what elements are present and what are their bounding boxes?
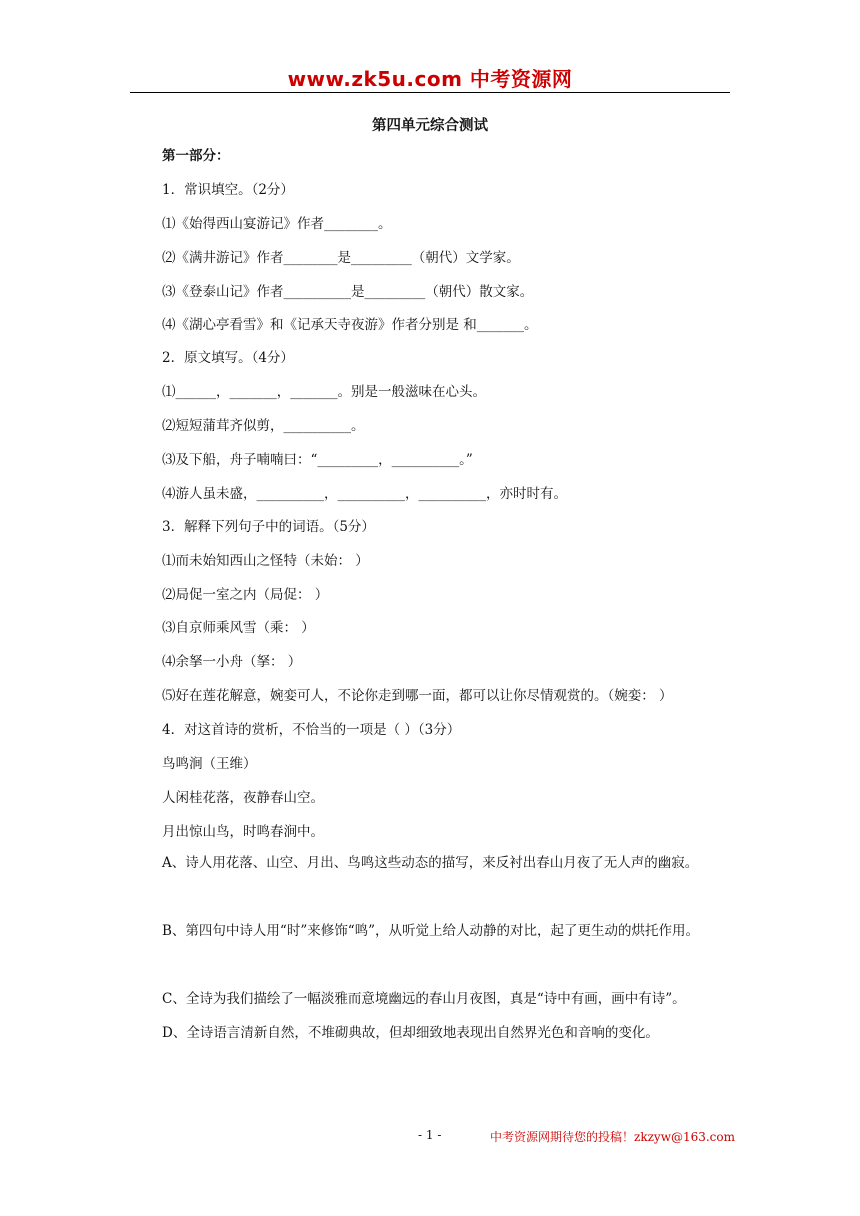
poem-line-1: 人闲桂花落，夜静春山空。 <box>162 790 324 806</box>
question-2-heading: 2．原文填写。（4分） <box>162 350 294 366</box>
header-divider <box>130 92 730 93</box>
option-d: D、全诗语言清新自然，不堆砌典故，但却细致地表现出自然界光色和音响的变化。 <box>162 1025 659 1041</box>
footer-submission-note: 中考资源网期待您的投稿！zkzyw@163.com <box>490 1130 736 1144</box>
header-site-title: www.zk5u.com 中考资源网 <box>287 67 573 91</box>
section-part-label: 第一部分： <box>162 148 230 164</box>
option-a: A、诗人用花落、山空、月出、鸟鸣这些动态的描写，来反衬出春山月夜了无人声的幽寂。 <box>162 855 699 871</box>
question-3-item-5: ⑸好在莲花解意，婉娈可人，不论你走到哪一面，都可以让你尽情观赏的。（婉娈： ） <box>162 688 673 704</box>
document-title: 第四单元综合测试 <box>372 118 488 134</box>
question-1-item-4: ⑷《湖心亭看雪》和《记承天寺夜游》作者分别是 和_______。 <box>162 317 538 333</box>
question-2-item-4: ⑷游人虽未盛，__________，__________，__________，亦时时有。 <box>162 486 567 502</box>
question-3-item-1: ⑴而未始知西山之怪特（未始： ） <box>162 553 369 569</box>
question-4-heading: 4．对这首诗的赏析，不恰当的一项是（ ）（3分） <box>162 722 461 738</box>
question-3-item-3: ⑶自京师乘风雪（乘： ） <box>162 620 315 636</box>
poem-line-2: 月出惊山鸟，时鸣春涧中。 <box>162 824 324 840</box>
option-b: B、第四句中诗人用“时”来修饰“鸣”，从听觉上给人动静的对比，起了更生动的烘托作用。 <box>162 923 700 939</box>
question-2-item-3: ⑶及下船，舟子喃喃曰：“_________，__________。” <box>162 452 473 468</box>
question-2-item-1: ⑴______，_______，_______。别是一般滋味在心头。 <box>162 384 486 400</box>
question-3-heading: 3．解释下列句子中的词语。（5分） <box>162 519 375 535</box>
option-c: C、全诗为我们描绘了一幅淡雅而意境幽远的春山月夜图，真是“诗中有画，画中有诗”。 <box>162 991 686 1007</box>
question-1-heading: 1．常识填空。（2分） <box>162 182 294 198</box>
page-number: - 1 - <box>418 1128 442 1142</box>
question-1-item-1: ⑴《始得西山宴游记》作者________。 <box>162 216 392 232</box>
question-3-item-4: ⑷余拏一小舟（拏： ） <box>162 654 302 670</box>
question-3-item-2: ⑵局促一室之内（局促： ） <box>162 587 329 603</box>
question-1-item-2: ⑵《满井游记》作者________是_________（朝代）文学家。 <box>162 250 520 266</box>
poem-title: 鸟鸣涧（王维） <box>162 756 257 772</box>
question-2-item-2: ⑵短短蒲茸齐似剪，__________。 <box>162 418 365 434</box>
question-1-item-3: ⑶《登泰山记》作者__________是_________（朝代）散文家。 <box>162 284 534 300</box>
